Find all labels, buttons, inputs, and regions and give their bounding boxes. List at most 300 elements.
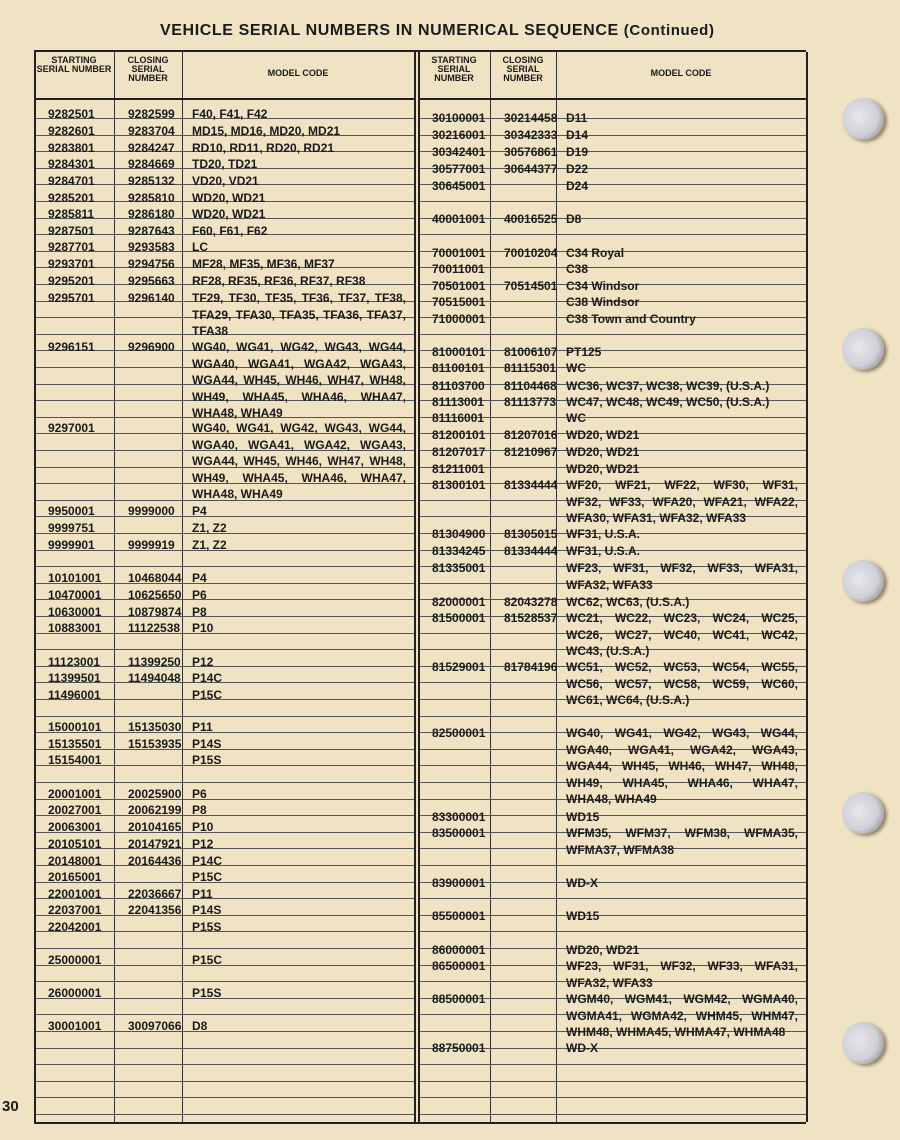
model-code-line: Z1, Z2 — [192, 521, 227, 535]
model-code-line: WFA32, WFA33 — [566, 975, 653, 990]
column-divider — [490, 52, 491, 1122]
model-code-line: WF31, U.S.A. — [566, 527, 641, 541]
starting-serial: 88500001 — [432, 992, 486, 1006]
starting-serial: 81500001 — [432, 611, 486, 625]
model-code-line: WH49, WHA45, WHA46, WHA47, — [192, 389, 406, 404]
header-rule — [34, 98, 416, 100]
model-code-line: WH49, WHA45, WHA46, WHA47, — [192, 470, 406, 485]
model-code-line: P15S — [192, 986, 222, 1000]
closing-serial: 70010204 — [504, 246, 558, 260]
model-code-line: WGA44, WH45, WH46, WH47, WH48, — [192, 454, 406, 468]
model-code-entry — [192, 503, 406, 520]
model-code-line: D8 — [566, 212, 582, 226]
model-code-line: P11 — [192, 887, 213, 901]
closing-serial: 81207016 — [504, 428, 558, 442]
closing-serial: 9295663 — [128, 274, 175, 288]
model-code-line: PT125 — [566, 345, 602, 359]
ruled-line — [420, 1064, 806, 1065]
model-code-line: WC43, (U.S.A.) — [566, 644, 650, 658]
starting-serial: 11399501 — [48, 671, 101, 685]
closing-serial: 81784196 — [504, 660, 558, 674]
title-continued: (Continued) — [623, 22, 715, 39]
model-code-entry — [192, 1018, 406, 1035]
model-code-line: WGA44, WH45, WH46, WH47, WH48, — [192, 373, 406, 387]
starting-serial: 9296151 — [48, 340, 95, 354]
starting-serial: 81304900 — [432, 527, 486, 541]
model-code-line: P15C — [192, 870, 223, 884]
closing-serial: 9287643 — [128, 224, 175, 238]
ruled-line — [420, 334, 806, 335]
ruled-line — [36, 649, 414, 650]
model-code-entry — [192, 570, 406, 587]
ruled-line — [420, 1081, 806, 1082]
ruled-line — [36, 1064, 414, 1065]
starting-serial: 9283801 — [48, 141, 95, 155]
model-code-entry — [192, 687, 406, 704]
closing-serial: 9999000 — [128, 504, 175, 518]
closing-serial: 22041356 — [128, 903, 182, 917]
starting-serial: 30645001 — [432, 179, 486, 193]
model-code-line: WC36, WC37, WC38, WC39, (U.S.A.) — [566, 379, 770, 393]
starting-serial: 81200101 — [432, 428, 486, 442]
model-code-line: RD10, RD11, RD20, RD21 — [192, 141, 335, 155]
closing-serial: 30214458 — [504, 111, 558, 125]
starting-serial: 9293701 — [48, 257, 95, 271]
model-code-entry — [566, 211, 798, 228]
model-code-entry — [566, 875, 798, 892]
model-code-entry — [566, 178, 798, 195]
model-code-entry — [192, 206, 406, 223]
model-code-line: WD20, WD21 — [566, 445, 640, 459]
closing-serial: 30342333 — [504, 128, 558, 142]
closing-serial: 11399250 — [128, 655, 181, 669]
starting-serial: 81116001 — [432, 411, 485, 425]
starting-serial: 81300101 — [432, 478, 486, 492]
closing-serial: 9283704 — [128, 124, 175, 138]
ruled-line — [36, 1048, 414, 1049]
column-divider — [114, 52, 115, 1122]
ruled-line — [36, 948, 414, 949]
ruled-line — [36, 1097, 414, 1098]
model-code-entry — [566, 461, 798, 478]
model-code-entry — [192, 853, 406, 870]
model-code-entry — [566, 127, 798, 144]
model-code-line: P8 — [192, 605, 207, 619]
model-code-line: WD20, WD21 — [192, 207, 266, 221]
closing-serial: 40016525 — [504, 212, 558, 226]
model-code-line: C38 Windsor — [566, 295, 640, 309]
starting-serial: 9287701 — [48, 240, 95, 254]
model-code-entry — [566, 245, 798, 262]
title-text: VEHICLE SERIAL NUMBERS IN NUMERICAL SEQUENCE — [160, 22, 619, 39]
model-code-entry — [192, 290, 406, 340]
model-code-entry — [192, 537, 406, 554]
ruled-line — [420, 201, 806, 202]
starting-serial: 9285811 — [48, 207, 95, 221]
model-code-entry — [566, 161, 798, 178]
starting-serial: 20001001 — [48, 787, 102, 801]
model-code-entry — [192, 106, 406, 123]
starting-serial: 20063001 — [48, 820, 102, 834]
page-number: 30 — [2, 1098, 19, 1115]
starting-serial: 81000101 — [432, 345, 486, 359]
closing-serial: 15135030 — [128, 720, 182, 734]
starting-serial: 88750001 — [432, 1041, 486, 1055]
model-code-entry — [566, 725, 798, 808]
model-code-line: WFA32, WFA33 — [566, 577, 653, 592]
closing-serial: 9284247 — [128, 141, 175, 155]
model-code-line: P14C — [192, 671, 223, 685]
ruled-line — [36, 1114, 414, 1115]
header-model-code: MODEL CODE — [650, 68, 712, 78]
header-model-code: MODEL CODE — [267, 68, 329, 78]
starting-serial: 9999901 — [48, 538, 95, 552]
model-code-line: WF32, WF33, WFA20, WFA21, WFA22, — [566, 494, 798, 509]
model-code-entry — [192, 190, 406, 207]
model-code-entry — [566, 261, 798, 278]
model-code-line: WHA48, WHA49 — [192, 487, 283, 501]
closing-serial: 30576861 — [504, 145, 558, 159]
model-code-entry — [566, 809, 798, 826]
model-code-line: WF31, U.S.A. — [566, 544, 641, 558]
model-code-entry — [566, 294, 798, 311]
model-code-entry — [566, 543, 798, 560]
starting-serial: 10883001 — [48, 621, 102, 635]
column-divider — [34, 52, 36, 1122]
model-code-line: WD-X — [566, 876, 598, 890]
closing-serial: 9286180 — [128, 207, 175, 221]
model-code-entry — [192, 140, 406, 157]
model-code-line: WC61, WC64, (U.S.A.) — [566, 693, 690, 707]
closing-serial: 81334444 — [504, 544, 558, 558]
model-code-entry — [192, 156, 406, 173]
closing-serial: 11494048 — [128, 671, 181, 685]
model-code-entry — [566, 991, 798, 1041]
starting-serial: 85500001 — [432, 909, 486, 923]
model-code-entry — [192, 239, 406, 256]
starting-serial: 10470001 — [48, 588, 102, 602]
model-code-entry — [566, 394, 798, 411]
model-code-line: P4 — [192, 571, 207, 585]
starting-serial: 81211001 — [432, 462, 485, 476]
model-code-entry — [192, 736, 406, 753]
starting-serial: 9285201 — [48, 191, 95, 205]
model-code-line: D8 — [192, 1019, 208, 1033]
starting-serial: 20165001 — [48, 870, 102, 884]
model-code-line: WC21, WC22, WC23, WC24, WC25, — [566, 611, 798, 625]
model-code-entry — [192, 123, 406, 140]
model-code-entry — [192, 670, 406, 687]
closing-serial: 11122538 — [128, 621, 181, 635]
starting-serial: 11496001 — [48, 688, 101, 702]
header-rule — [418, 98, 806, 100]
closing-serial: 9282599 — [128, 107, 175, 121]
starting-serial: 15000101 — [48, 720, 102, 734]
model-code-entry — [566, 659, 798, 709]
serial-table — [34, 50, 806, 1124]
binder-hole — [842, 1022, 884, 1064]
closing-serial: 81334444 — [504, 478, 558, 492]
model-code-line: WFMA37, WFMA38 — [566, 842, 674, 857]
model-code-line: MD15, MD16, MD20, MD21 — [192, 124, 341, 138]
model-code-entry — [566, 594, 798, 611]
binder-hole — [842, 560, 884, 602]
model-code-entry — [566, 477, 798, 527]
closing-serial: 15153935 — [128, 737, 182, 751]
closing-serial: 9294756 — [128, 257, 175, 271]
model-code-line: WF20, WF21, WF22, WF30, WF31, — [566, 478, 798, 492]
ruled-line — [420, 716, 806, 717]
starting-serial: 70501001 — [432, 279, 486, 293]
closing-serial: 81210967 — [504, 445, 558, 459]
ruled-line — [420, 931, 806, 932]
starting-serial: 81100101 — [432, 361, 485, 375]
model-code-line: WC26, WC27, WC40, WC41, WC42, — [566, 627, 798, 642]
model-code-line: WD20, WD21 — [192, 191, 266, 205]
model-code-line: D22 — [566, 162, 589, 176]
model-code-entry — [192, 752, 406, 769]
model-code-line: WC56, WC57, WC58, WC59, WC60, — [566, 676, 798, 691]
model-code-entry — [566, 444, 798, 461]
starting-serial: 20148001 — [48, 854, 102, 868]
model-code-line: TFA29, TFA30, TFA35, TFA36, TFA37, — [192, 307, 406, 322]
model-code-line: F60, F61, F62 — [192, 224, 268, 238]
model-code-entry — [192, 273, 406, 290]
model-code-entry — [566, 360, 798, 377]
model-code-line: TD20, TD21 — [192, 157, 258, 171]
closing-serial: 81528537 — [504, 611, 558, 625]
model-code-line: C38 — [566, 262, 589, 276]
model-code-line: P11 — [192, 720, 213, 734]
model-code-line: WGA40, WGA41, WGA42, WGA43, — [192, 356, 406, 371]
model-code-entry — [192, 802, 406, 819]
model-code-line: WC47, WC48, WC49, WC50, (U.S.A.) — [566, 395, 770, 409]
starting-serial: 81207017 — [432, 445, 486, 459]
closing-serial: 81115301 — [504, 361, 557, 375]
starting-serial: 9282501 — [48, 107, 95, 121]
model-code-line: WFM35, WFM37, WFM38, WFMA35, — [566, 826, 798, 840]
model-code-entry — [192, 919, 406, 936]
closing-serial: 9285810 — [128, 191, 175, 205]
column-divider — [414, 52, 416, 1122]
model-code-line: F40, F41, F42 — [192, 107, 268, 121]
ruled-line — [420, 1097, 806, 1098]
model-code-line: P15C — [192, 688, 223, 702]
closing-serial: 81113773 — [504, 395, 557, 409]
model-code-line: WHM48, WHMA45, WHMA47, WHMA48 — [566, 1025, 786, 1039]
starting-serial: 71000001 — [432, 312, 486, 326]
model-code-line: P10 — [192, 820, 214, 834]
model-code-entry — [192, 902, 406, 919]
model-code-line: P12 — [192, 837, 214, 851]
model-code-line: P15S — [192, 753, 222, 767]
model-code-entry — [566, 110, 798, 127]
ruled-line — [420, 234, 806, 235]
starting-serial: 30001001 — [48, 1019, 102, 1033]
starting-serial: 9284701 — [48, 174, 95, 188]
header-closing-serial: CLOSING SERIAL NUMBER — [127, 55, 169, 83]
model-code-line: TFA38 — [192, 324, 229, 338]
model-code-line: P12 — [192, 655, 214, 669]
model-code-entry — [192, 256, 406, 273]
model-code-line: WD15 — [566, 909, 600, 923]
model-code-line: WC — [566, 361, 586, 375]
model-code-entry — [566, 526, 798, 543]
closing-serial: 20147921 — [128, 837, 182, 851]
ruled-line — [36, 981, 414, 982]
model-code-line: P14S — [192, 737, 222, 751]
starting-serial: 81113001 — [432, 395, 485, 409]
model-code-line: C34 Royal — [566, 246, 625, 260]
starting-serial: 30342401 — [432, 145, 486, 159]
starting-serial: 82500001 — [432, 726, 486, 740]
starting-serial: 15135501 — [48, 737, 102, 751]
closing-serial: 10625650 — [128, 588, 182, 602]
column-divider — [418, 52, 420, 1122]
starting-serial: 83500001 — [432, 826, 486, 840]
model-code-line: WD20, WD21 — [566, 428, 640, 442]
model-code-entry — [566, 378, 798, 395]
starting-serial: 22037001 — [48, 903, 102, 917]
model-code-line: C34 Windsor — [566, 279, 640, 293]
binder-hole — [842, 98, 884, 140]
starting-serial: 81103700 — [432, 379, 485, 393]
model-code-entry — [566, 410, 798, 427]
model-code-entry — [192, 819, 406, 836]
model-code-line: P4 — [192, 504, 207, 518]
starting-serial: 10101001 — [48, 571, 102, 585]
model-code-line: D24 — [566, 179, 589, 193]
starting-serial: 22001001 — [48, 887, 102, 901]
model-code-line: P6 — [192, 787, 207, 801]
model-code-entry — [192, 719, 406, 736]
closing-serial: 9284669 — [128, 157, 175, 171]
model-code-line: MF28, MF35, MF36, MF37 — [192, 257, 335, 271]
model-code-line: P14S — [192, 903, 222, 917]
starting-serial: 86000001 — [432, 943, 486, 957]
starting-serial: 82000001 — [432, 595, 486, 609]
model-code-entry — [192, 420, 406, 503]
starting-serial: 9999751 — [48, 521, 95, 535]
closing-serial: 9293583 — [128, 240, 175, 254]
starting-serial: 83900001 — [432, 876, 486, 890]
page-title — [160, 22, 715, 40]
model-code-entry — [192, 952, 406, 969]
starting-serial: 83300001 — [432, 810, 486, 824]
starting-serial: 26000001 — [48, 986, 102, 1000]
starting-serial: 9284301 — [48, 157, 95, 171]
model-code-line: WH49, WHA45, WHA46, WHA47, — [566, 775, 798, 790]
model-code-entry — [192, 604, 406, 621]
closing-serial: 81006107 — [504, 345, 558, 359]
model-code-line: WD-X — [566, 1041, 598, 1055]
starting-serial: 86500001 — [432, 959, 486, 973]
starting-serial: 11123001 — [48, 655, 101, 669]
model-code-line: P10 — [192, 621, 214, 635]
model-code-line: TF29, TF30, TF35, TF36, TF37, TF38, — [192, 291, 406, 305]
header-closing-serial: CLOSING SERIAL NUMBER — [502, 55, 544, 83]
ruled-line — [420, 865, 806, 866]
starting-serial: 30100001 — [432, 111, 486, 125]
header-starting-serial: STARTING SERIAL NUMBER — [431, 55, 477, 83]
column-divider — [806, 52, 808, 1122]
model-code-entry — [192, 620, 406, 637]
header-starting-serial: STARTING SERIAL NUMBER — [36, 55, 112, 74]
ruled-line — [420, 898, 806, 899]
model-code-entry — [192, 786, 406, 803]
model-code-line: LC — [192, 240, 208, 254]
model-code-line: WG40, WG41, WG42, WG43, WG44, — [192, 340, 406, 354]
model-code-line: WF23, WF31, WF32, WF33, WFA31, — [566, 561, 798, 575]
model-code-entry — [192, 339, 406, 422]
model-code-line: WD20, WD21 — [566, 462, 640, 476]
ruled-line — [36, 1014, 414, 1015]
model-code-line: D11 — [566, 111, 588, 125]
model-code-entry — [566, 942, 798, 959]
model-code-entry — [566, 311, 798, 328]
starting-serial: 81335001 — [432, 561, 486, 575]
model-code-entry — [566, 958, 798, 991]
model-code-line: WC51, WC52, WC53, WC54, WC55, — [566, 660, 798, 674]
model-code-line: WGA40, WGA41, WGA42, WGA43, — [566, 742, 798, 757]
model-code-entry — [192, 654, 406, 671]
binder-hole — [842, 792, 884, 834]
starting-serial: 9287501 — [48, 224, 95, 238]
model-code-line: WD15 — [566, 810, 600, 824]
starting-serial: 10630001 — [48, 605, 102, 619]
model-code-line: WGMA41, WGMA42, WHM45, WHM47, — [566, 1008, 798, 1023]
closing-serial: 9296140 — [128, 291, 175, 305]
model-code-line: WGA40, WGA41, WGA42, WGA43, — [192, 437, 406, 452]
model-code-entry — [192, 223, 406, 240]
closing-serial: 9999919 — [128, 538, 175, 552]
model-code-line: WC62, WC63, (U.S.A.) — [566, 595, 690, 609]
model-code-entry — [192, 173, 406, 190]
starting-serial: 30577001 — [432, 162, 486, 176]
model-code-entry — [566, 1040, 798, 1057]
model-code-entry — [192, 886, 406, 903]
model-code-line: C38 Town and Country — [566, 312, 696, 326]
starting-serial: 70001001 — [432, 246, 486, 260]
closing-serial: 81305015 — [504, 527, 558, 541]
model-code-entry — [566, 278, 798, 295]
closing-serial: 10879874 — [128, 605, 182, 619]
starting-serial: 70515001 — [432, 295, 486, 309]
model-code-line: P8 — [192, 803, 207, 817]
model-code-line: RF28, RF35, RF36, RF37, RF38 — [192, 274, 366, 288]
closing-serial: 30097066 — [128, 1019, 182, 1033]
model-code-line: WHA48, WHA49 — [566, 792, 657, 806]
starting-serial: 81334245 — [432, 544, 486, 558]
column-divider — [182, 52, 183, 1122]
model-code-entry — [192, 520, 406, 537]
starting-serial: 20105101 — [48, 837, 102, 851]
closing-serial: 10468044 — [128, 571, 182, 585]
model-code-line: WG40, WG41, WG42, WG43, WG44, — [566, 726, 798, 740]
starting-serial: 81529001 — [432, 660, 486, 674]
model-code-line: WHA48, WHA49 — [192, 406, 283, 420]
ruled-line — [420, 1114, 806, 1115]
closing-serial: 9296900 — [128, 340, 175, 354]
model-code-line: VD20, VD21 — [192, 174, 259, 188]
starting-serial: 30216001 — [432, 128, 486, 142]
model-code-entry — [192, 985, 406, 1002]
model-code-line: WD20, WD21 — [566, 943, 640, 957]
model-code-line: Z1, Z2 — [192, 538, 227, 552]
model-code-line: WGM40, WGM41, WGM42, WGMA40, — [566, 992, 798, 1006]
starting-serial: 9950001 — [48, 504, 95, 518]
model-code-line: WG40, WG41, WG42, WG43, WG44, — [192, 421, 406, 435]
